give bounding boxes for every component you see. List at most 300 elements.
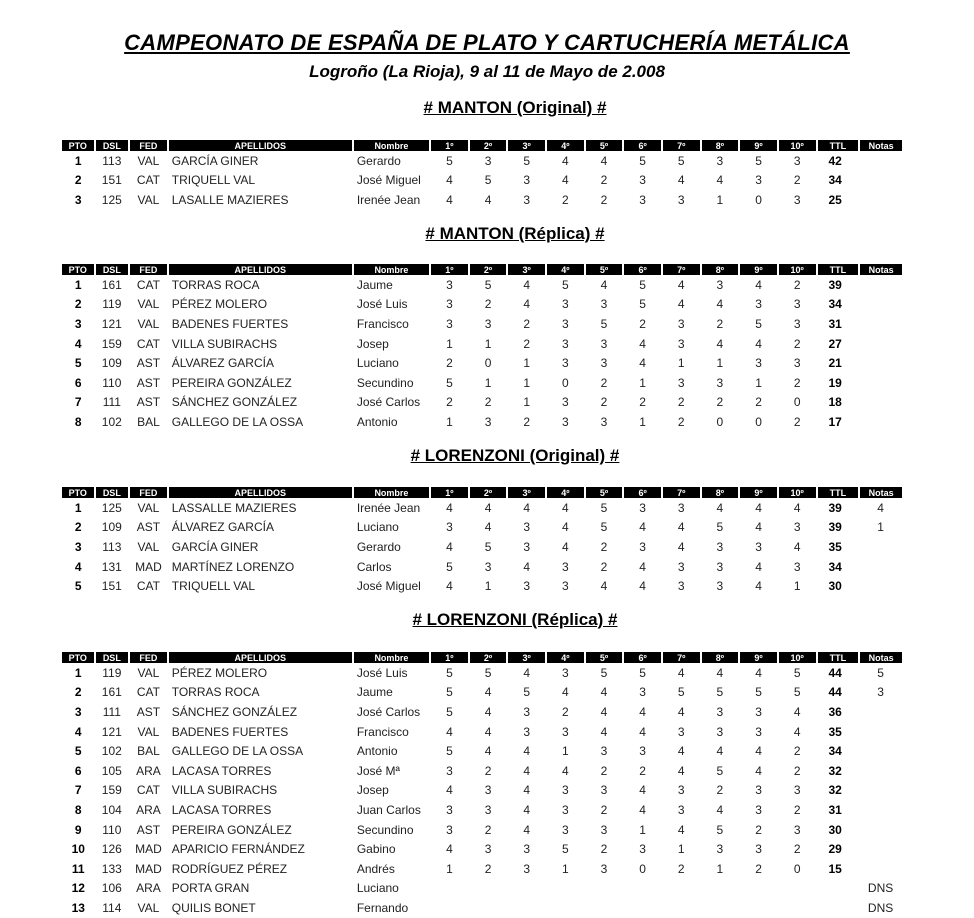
cell-s3: 1 [523,395,531,410]
section-title: # LORENZONI (Original) # [410,446,620,465]
column-header-s7: 7º [662,487,701,498]
cell-apellidos: PÉREZ MOLERO [171,297,268,312]
cell-dsl: 110 [102,375,122,390]
cell-fed: CAT [136,685,160,700]
cell-s9: 3 [755,802,762,817]
cell-s10: 0 [793,861,801,876]
cell-apellidos: TORRAS ROCA [171,277,260,292]
cell-s2: 3 [484,153,492,168]
cell-ttl: 21 [828,356,842,371]
column-header-apellidos: APELLIDOS [168,140,353,151]
cell-s3: 3 [523,579,531,594]
cell-s5: 2 [600,173,608,188]
cell-apellidos: LACASA TORRES [171,763,272,778]
cell-dsl: 133 [101,861,122,876]
table-row [62,722,902,742]
cell-s6: 3 [639,842,646,857]
column-header-s8: 8º [701,264,740,275]
document-subtitle: Logroño (La Rioja), 9 al 11 de Mayo de 2.008 [309,62,665,81]
column-header-dsl: DSL [95,264,130,275]
cell-s2: 3 [484,414,492,429]
table-row [62,879,902,899]
column-header-nombre: Nombre [353,140,430,151]
cell-nombre: José Mª [356,763,400,778]
cell-s8: 3 [716,724,724,739]
cell-s4: 4 [561,685,569,700]
cell-s7: 3 [677,375,685,390]
table-row [62,761,902,781]
cell-dsl: 159 [101,783,122,798]
cell-s9 [739,879,778,899]
cell-ttl: 34 [828,297,842,312]
column-header-s2: 2º [469,487,508,498]
column-header-notas: Notas [859,487,902,498]
cell-s5: 3 [600,297,608,312]
cell-pto: 1 [74,500,82,515]
cell-s4: 3 [561,316,569,331]
cell-nombre: Carlos [356,559,392,574]
column-header-dsl: DSL [95,652,130,663]
cell-fed: MAD [135,559,162,574]
cell-fed: VAL [137,192,160,207]
cell-s8: 4 [716,336,724,351]
cell-s5: 2 [600,192,608,207]
column-header-pto: PTO [62,140,95,151]
cell-s5: 5 [600,316,608,331]
table-row [62,295,902,315]
cell-fed: CAT [136,173,160,188]
cell-s9: 1 [755,375,762,390]
cell-s7: 4 [677,539,685,554]
cell-fed: VAL [137,316,160,331]
cell-fed: VAL [137,724,160,739]
cell-s3: 2 [523,316,531,331]
column-header-pto: PTO [62,487,95,498]
cell-s1: 5 [446,375,453,390]
cell-s7: 2 [677,395,685,410]
column-header-s7: 7º [662,140,701,151]
cell-apellidos: TRIQUELL VAL [171,579,256,594]
cell-dsl: 105 [101,763,122,778]
cell-nombre: Juan Carlos [356,802,421,817]
cell-s1: 1 [446,414,453,429]
cell-nombre: Francisco [356,316,409,331]
cell-s7: 4 [677,704,685,719]
cell-s9: 0 [755,192,762,207]
cell-s7: 5 [677,685,685,700]
cell-s3: 3 [523,520,531,535]
cell-s3: 2 [523,414,531,429]
table-row [62,663,902,683]
cell-s8: 5 [716,685,724,700]
cell-pto: 2 [74,520,82,535]
cell-s8: 2 [716,395,724,410]
cell-s4: 5 [561,842,569,857]
cell-s5: 3 [600,861,608,876]
cell-s8: 1 [716,356,724,371]
column-header-s7: 7º [662,264,701,275]
cell-s8: 3 [716,277,724,292]
cell-apellidos: APARICIO FERNÁNDEZ [171,842,305,857]
column-header-s4: 4º [546,487,585,498]
cell-notas [859,820,902,840]
cell-notas [859,800,902,820]
cell-s8: 4 [716,802,724,817]
cell-s5: 3 [600,744,608,759]
cell-pto: 8 [74,802,82,817]
cell-apellidos: LASSALLE MAZIERES [171,500,297,515]
cell-s7: 3 [677,579,685,594]
column-header-apellidos: APELLIDOS [168,264,353,275]
cell-pto: 3 [74,704,82,719]
cell-s7: 4 [677,173,685,188]
table-row [62,683,902,703]
cell-s8: 2 [716,783,724,798]
cell-s3: 3 [523,861,531,876]
cell-s7: 5 [677,153,685,168]
cell-ttl: 35 [828,539,842,554]
cell-apellidos: PÉREZ MOLERO [171,665,268,680]
cell-pto: 8 [74,414,82,429]
table-row [62,171,902,191]
cell-s7: 3 [677,724,685,739]
cell-apellidos: VILLA SUBIRACHS [171,783,278,798]
cell-apellidos: LASALLE MAZIERES [171,192,289,207]
cell-s4: 2 [561,704,569,719]
cell-notas [859,412,902,432]
column-header-nombre: Nombre [353,487,430,498]
cell-s8: 3 [716,579,724,594]
cell-s3: 2 [523,336,531,351]
cell-apellidos: GARCÍA GINER [171,153,259,168]
cell-s1: 4 [446,192,453,207]
cell-pto: 1 [74,277,82,292]
cell-s6: 4 [639,336,646,351]
cell-s4: 2 [561,192,569,207]
column-header-fed: FED [129,652,168,663]
cell-s6: 5 [639,153,646,168]
cell-pto: 6 [74,375,82,390]
cell-notas [859,295,902,315]
cell-s7: 4 [677,277,685,292]
table-header-row [62,487,902,498]
cell-dsl: 159 [101,336,122,351]
cell-s1: 4 [446,500,453,515]
column-header-apellidos: APELLIDOS [168,652,353,663]
cell-s8: 5 [716,520,724,535]
cell-pto: 7 [74,395,82,410]
cell-nombre: Luciano [356,520,399,535]
cell-s3: 4 [523,783,531,798]
cell-s6: 4 [639,704,646,719]
cell-fed: ARA [136,763,161,778]
cell-s3: 4 [523,822,531,837]
cell-fed: VAL [137,500,160,515]
cell-s1: 4 [446,579,453,594]
cell-s2: 3 [484,802,492,817]
section-title: # LORENZONI (Réplica) # [412,610,618,629]
column-header-fed: FED [129,264,168,275]
cell-s10: 2 [793,842,801,857]
cell-s5: 4 [600,685,608,700]
cell-apellidos: ÁLVAREZ GARCÍA [171,520,274,535]
cell-s6: 3 [639,744,646,759]
cell-s5: 2 [600,802,608,817]
cell-s9: 3 [755,173,762,188]
cell-s4: 3 [561,559,569,574]
cell-ttl: 29 [828,842,842,857]
results-table [62,652,902,918]
cell-s5: 5 [600,665,608,680]
cell-ttl: 34 [828,173,842,188]
table-header-row [62,264,902,275]
table-row [62,412,902,432]
cell-s9: 2 [755,861,762,876]
cell-s4 [546,879,585,899]
cell-s9: 4 [755,277,762,292]
cell-s5: 5 [600,500,608,515]
cell-s4: 1 [561,744,569,759]
cell-s7: 1 [677,356,685,371]
cell-s2: 2 [484,763,492,778]
cell-s9: 3 [755,704,762,719]
cell-pto: 5 [74,579,82,594]
cell-apellidos: SÁNCHEZ GONZÁLEZ [171,395,298,410]
cell-s4: 3 [561,579,569,594]
cell-s4: 4 [561,153,569,168]
cell-s5: 4 [600,704,608,719]
cell-s7: 2 [677,861,685,876]
cell-s6: 3 [639,500,646,515]
cell-fed: AST [136,375,161,390]
cell-s1: 3 [446,277,453,292]
cell-dsl: 111 [102,395,121,410]
table-row [62,557,902,577]
cell-s4: 5 [561,277,569,292]
cell-fed: CAT [136,277,160,292]
cell-notas: 4 [877,500,884,515]
cell-s7: 3 [677,316,685,331]
cell-s5: 2 [600,539,608,554]
cell-s7: 4 [677,744,685,759]
cell-ttl: 42 [828,153,842,168]
cell-s5: 4 [600,724,608,739]
column-header-s3: 3º [507,264,546,275]
cell-s9: 4 [755,665,762,680]
cell-dsl: 125 [101,500,122,515]
cell-fed: CAT [136,336,160,351]
cell-dsl: 121 [101,316,122,331]
cell-s5: 2 [600,395,608,410]
cell-dsl: 119 [102,297,122,312]
results-table [62,140,902,210]
cell-dsl: 104 [101,802,122,817]
cell-s10: 5 [793,685,801,700]
cell-s6: 4 [639,559,646,574]
cell-s1: 2 [446,356,453,371]
cell-ttl: 35 [828,724,842,739]
cell-s8: 5 [716,763,724,778]
cell-s4: 4 [561,539,569,554]
cell-s4: 0 [561,375,569,390]
cell-s7: 4 [677,665,685,680]
cell-s5: 3 [600,356,608,371]
cell-s1: 4 [446,724,453,739]
cell-s10: 2 [793,414,801,429]
cell-nombre: Secundino [356,822,414,837]
column-header-s9: 9º [739,264,778,275]
cell-apellidos: PEREIRA GONZÁLEZ [171,822,292,837]
cell-s4: 3 [561,414,569,429]
cell-s1: 3 [446,822,453,837]
cell-s7: 3 [677,500,685,515]
cell-ttl: 18 [828,395,842,410]
cell-nombre: José Carlos [356,704,421,719]
cell-s7: 3 [677,336,685,351]
cell-ttl: 32 [828,763,842,778]
column-header-s5: 5º [585,140,624,151]
cell-s2: 4 [484,192,492,207]
table-row [62,702,902,722]
cell-fed: AST [136,395,161,410]
column-header-s4: 4º [546,652,585,663]
cell-s6: 1 [639,414,646,429]
cell-dsl: 106 [101,881,122,896]
cell-s4: 3 [561,356,569,371]
cell-s10: 3 [793,356,801,371]
column-header-s9: 9º [739,140,778,151]
column-header-s4: 4º [546,140,585,151]
cell-s8: 3 [716,153,724,168]
cell-s2: 5 [484,539,492,554]
cell-notas [859,275,902,295]
cell-s8: 3 [716,842,724,857]
cell-s6: 5 [639,665,646,680]
cell-notas [859,722,902,742]
cell-s6: 2 [639,316,646,331]
cell-s8: 3 [716,375,724,390]
cell-s8: 2 [716,316,724,331]
cell-notas [859,859,902,879]
column-header-s5: 5º [585,652,624,663]
cell-ttl: 27 [828,336,842,351]
table-row [62,498,902,518]
cell-ttl: 25 [828,192,842,207]
cell-nombre: José Luis [356,665,408,680]
cell-dsl: 119 [102,665,122,680]
cell-nombre: Gerardo [356,539,401,554]
cell-s7: 2 [677,414,685,429]
cell-s2: 2 [484,822,492,837]
section-title: # MANTON (Réplica) # [425,224,605,243]
column-header-ttl: TTL [817,264,860,275]
cell-s4: 4 [561,173,569,188]
cell-nombre: Luciano [356,881,399,896]
cell-s6: 3 [639,192,646,207]
cell-dsl: 109 [101,520,122,535]
cell-ttl: 44 [828,665,842,680]
cell-s7: 3 [677,783,685,798]
column-header-s3: 3º [507,140,546,151]
cell-s6: 1 [639,375,646,390]
cell-s5: 4 [600,579,608,594]
cell-notas [859,839,902,859]
cell-s7: 3 [677,192,685,207]
cell-fed: MAD [135,842,162,857]
cell-s6: 5 [639,297,646,312]
cell-dsl: 113 [102,153,122,168]
cell-s8: 4 [716,173,724,188]
column-header-nombre: Nombre [353,264,430,275]
column-header-s4: 4º [546,264,585,275]
section-title: # MANTON (Original) # [423,98,607,117]
column-header-s1: 1º [430,487,469,498]
cell-s9: 3 [755,783,762,798]
cell-pto: 10 [71,842,85,857]
table-row [62,537,902,557]
cell-ttl: 31 [828,316,842,331]
table-row [62,353,902,373]
cell-notas [859,576,902,596]
cell-s3: 4 [523,297,531,312]
cell-apellidos: GARCÍA GINER [171,539,259,554]
cell-s1: 3 [446,763,453,778]
cell-s8: 4 [716,500,724,515]
cell-notas [859,151,902,171]
table-row [62,839,902,859]
cell-s2: 2 [484,297,492,312]
cell-s5: 3 [600,336,608,351]
cell-s4: 4 [561,763,569,778]
cell-s9: 4 [755,520,762,535]
cell-s4: 3 [561,395,569,410]
cell-nombre: Jaume [356,277,393,292]
cell-pto: 3 [74,192,82,207]
cell-dsl: 110 [102,822,122,837]
cell-s3: 3 [523,173,531,188]
cell-s6: 4 [639,724,646,739]
cell-nombre: José Carlos [356,395,421,410]
column-header-s6: 6º [623,264,662,275]
cell-s5: 4 [600,277,608,292]
cell-s8: 4 [716,665,724,680]
cell-s6: 2 [639,763,646,778]
cell-ttl: 30 [828,822,842,837]
cell-s10: 1 [793,579,801,594]
cell-s3: 4 [523,277,531,292]
cell-nombre: Gerardo [356,153,401,168]
cell-s6: 4 [639,356,646,371]
cell-pto: 4 [74,559,82,574]
cell-s1: 4 [446,842,453,857]
cell-s10: 2 [793,763,801,778]
cell-s9: 5 [755,685,762,700]
cell-s3 [507,879,546,899]
cell-s2 [469,879,508,899]
cell-s10: 4 [793,500,801,515]
cell-s4: 3 [561,802,569,817]
cell-s10: 2 [793,336,801,351]
cell-pto: 6 [74,763,82,778]
cell-s7: 3 [677,559,685,574]
cell-apellidos: GALLEGO DE LA OSSA [171,414,304,429]
table-row [62,741,902,761]
cell-s6: 5 [639,277,646,292]
column-header-s5: 5º [585,264,624,275]
table-row [62,393,902,413]
cell-s6: 4 [639,579,646,594]
cell-pto: 4 [74,724,82,739]
